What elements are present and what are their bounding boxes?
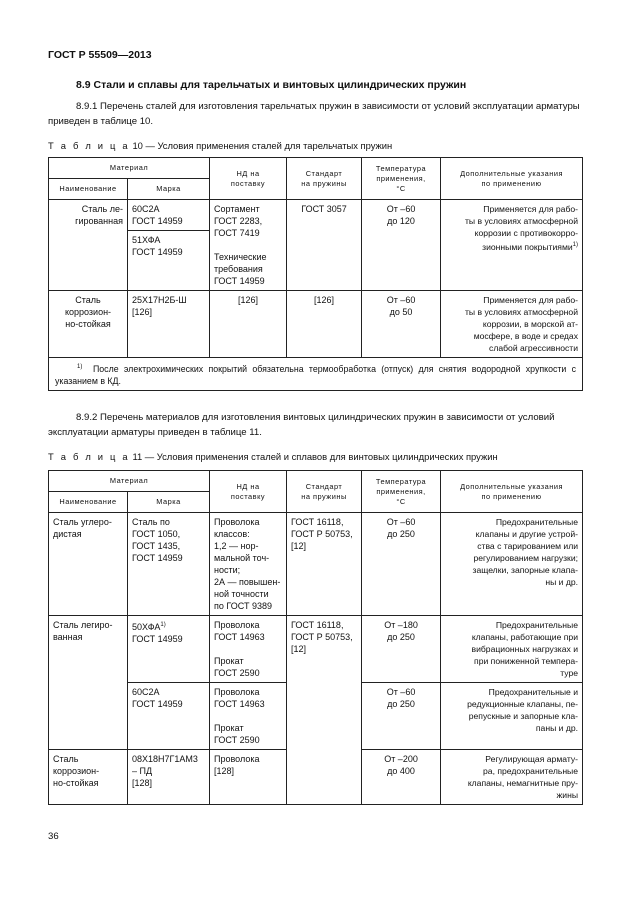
cell-name: Сталь коррозион- но-стойкая [49,291,128,358]
paragraph-8-9-2: 8.9.2 Перечень материалов для изготовления винтовых цилиндрических пружин в зависимости от условий эксплуатации арматуры приведен в таблице 11. [48,412,555,438]
cell-temperature: От –60 до 250 [362,513,441,616]
grade-part: 60С2А ГОСТ 14959 [128,200,209,231]
cell-temperature: От –60 до 50 [362,291,441,358]
header-temperature: Температура применения, °С [362,471,441,513]
table-row [49,291,583,358]
cell-nd: Проволока [128] [210,750,287,805]
grade-standard: ГОСТ 14959 [132,634,183,644]
header-grade: Марка [128,179,210,200]
cell-name: Сталь углеро- дистая [49,513,128,616]
footnote-text: После электрохимических покрытий обязательна термообработка (отпуск) для снятия водородной хрупкости с указанием в КД. [55,363,577,386]
header-name: Наименование [49,492,128,513]
page-number: 36 [48,831,59,842]
cell-notes: Предохранительные клапаны и другие устрой- ства с тарированием или регулированием нагрузки; защелки, запорные клапа- ны и др. [441,513,583,616]
header-notes: Дополнительные указания по применению [441,158,583,200]
footnote-marker: 1) [160,622,166,628]
table-row [49,200,583,291]
cell-name: Сталь коррозион- но-стойкая [49,750,128,805]
cell-notes: Применяется для рабо- ты в условиях атмосферной коррозии, в морской ат- мосфере, в воде и средах слабой агрессивности [441,291,583,358]
caption-prefix: Т а б л и ц а [48,451,130,462]
cell-notes: Регулирующая армату- ра, предохранительные клапаны, немагнитные пру- жины [441,750,583,805]
cell-standard: ГОСТ 3057 [287,200,362,291]
document-header: ГОСТ Р 55509—2013 [48,49,152,61]
header-grade: Марка [128,492,210,513]
table-footnote-row [49,358,583,391]
header-material: Материал [49,158,210,179]
cell-notes: Предохранительные клапаны, работающие при вибрационных нагрузках и при пониженной темпера- туре [441,616,583,683]
table10-caption [48,140,392,151]
cell-grade: 60С2А ГОСТ 14959 [128,683,210,750]
cell-notes [441,200,583,291]
cell-name: Сталь ле- гированная [49,200,128,291]
cell-temperature: От –180 до 250 [362,616,441,683]
caption-prefix: Т а б л и ц а [48,140,130,151]
cell-notes: Предохранительные и редукционные клапаны, пе- репускные и запорные кла- паны и др. [441,683,583,750]
table11-caption [48,451,498,462]
cell-temperature: От –200 до 400 [362,750,441,805]
table-row [49,616,583,683]
table-10 [48,157,583,391]
cell-temperature: От –60 до 120 [362,200,441,291]
footnote-marker: 1) [572,242,579,248]
header-notes: Дополнительные указания по применению [441,471,583,513]
cell-standard: ГОСТ 16118, ГОСТ Р 50753, [12] [287,616,362,805]
grade-part: 51ХФА ГОСТ 14959 [132,235,183,257]
cell-grade [128,616,210,683]
header-name: Наименование [49,179,128,200]
header-temperature: Температура применения, °С [362,158,441,200]
cell-temperature: От –60 до 250 [362,683,441,750]
cell-grade: Сталь по ГОСТ 1050, ГОСТ 1435, ГОСТ 14959 [128,513,210,616]
section-title: 8.9 Стали и сплавы для тарельчатых и винтовых цилиндрических пружин [76,79,467,91]
cell-nd: Проволока классов: 1,2 — нор- мальной точ- ности; 2А — повышен- ной точности по ГОСТ 9389 [210,513,287,616]
grade-text: 50ХФА [132,622,161,632]
cell-nd: Проволока ГОСТ 14963 Прокат ГОСТ 2590 [210,616,287,683]
cell-nd: Проволока ГОСТ 14963 Прокат ГОСТ 2590 [210,683,287,750]
header-standard: Стандарт на пружины [287,158,362,200]
header-nd: НД на поставку [210,158,287,200]
cell-name: Сталь легиро- ванная [49,616,128,750]
caption-text: 10 — Условия применения сталей для тарельчатых пружин [132,140,393,151]
cell-standard: [126] [287,291,362,358]
caption-text: 11 — Условия применения сталей и сплавов для винтовых цилиндрических пружин [132,451,498,462]
footnote-marker: 1) [77,364,83,370]
notes-text: Применяется для рабо- ты в условиях атмосферной коррозии с противокорро- зионными покрытиями [465,204,579,252]
cell-nd: Сортамент ГОСТ 2283, ГОСТ 7419 Технические требования ГОСТ 14959 [210,200,287,291]
table-row [49,513,583,616]
header-standard: Стандарт на пружины [287,471,362,513]
cell-nd: [126] [210,291,287,358]
table-footnote [49,358,583,391]
cell-standard: ГОСТ 16118, ГОСТ Р 50753, [12] [287,513,362,616]
paragraph-8-9-1: 8.9.1 Перечень сталей для изготовления тарельчатых пружин в зависимости от условий эксплуатации арматуры приведен в таблице 10. [48,101,580,127]
header-material: Материал [49,471,210,492]
header-nd: НД на поставку [210,471,287,513]
cell-grade: 08Х18Н7Г1АМ3 – ПД [128] [128,750,210,805]
cell-grade [128,200,210,291]
table-11 [48,470,583,805]
cell-grade: 25Х17Н2Б-Ш [126] [128,291,210,358]
